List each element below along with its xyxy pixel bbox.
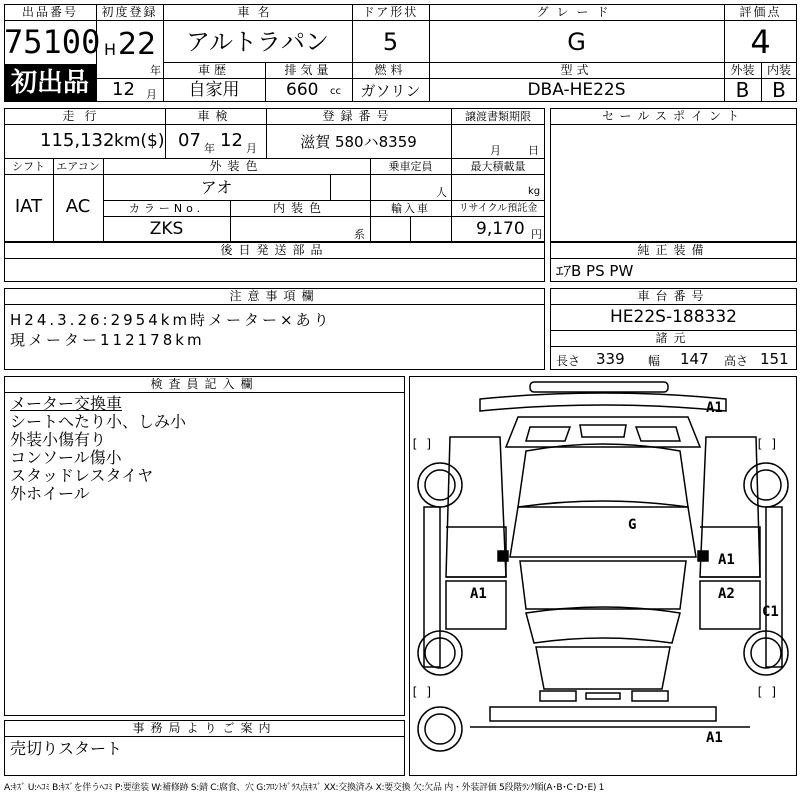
plate-label: 登録番号 bbox=[322, 109, 395, 123]
inspector-notes bbox=[10, 395, 186, 503]
legend: A:ｷｽﾞ U:ﾍｺﾐ B:ｷｽﾞを伴うﾍｺﾐ P:要塗装 W:補修跡 S:錆 C:腐食、穴 G:ﾌﾛﾝﾄｶﾞﾗｽ点ｷｽﾞ XX:交換済み X:要交換 欠:欠品 内・外装評価 5段階ﾗﾝｸ順(A･B･C･D･E) 1 bbox=[4, 783, 605, 793]
shift-type: IAT bbox=[14, 196, 43, 217]
car-diagram-box bbox=[409, 376, 797, 776]
inspection-month: 12 bbox=[220, 130, 243, 151]
exterior-color-label: 外装色 bbox=[209, 159, 264, 173]
interior-grade: B bbox=[772, 78, 786, 102]
inspection-label: 車検 bbox=[197, 109, 234, 123]
history-label: 車歴 bbox=[197, 63, 230, 77]
displacement: 660 bbox=[286, 80, 319, 100]
genuine-equipment: ｴｱB PS PW bbox=[556, 262, 634, 280]
detail-frame bbox=[4, 108, 545, 242]
height-value: 151 bbox=[760, 350, 789, 368]
first-listing-badge-text: 初出品 bbox=[10, 68, 89, 98]
inspector-note: 外ホイール bbox=[10, 484, 90, 503]
inspector-note: スタッドレスタイヤ bbox=[10, 466, 154, 485]
first-registration-label: 初度登録 bbox=[101, 5, 158, 19]
length-value: 339 bbox=[596, 350, 625, 368]
mileage-unit: km($) bbox=[114, 131, 165, 151]
inspection-year: 07 bbox=[178, 130, 201, 151]
displacement-unit: cc bbox=[330, 86, 341, 97]
era-letter: H bbox=[104, 40, 117, 59]
aircon-label: エアコン bbox=[56, 160, 100, 173]
month-unit: 月 bbox=[146, 88, 157, 101]
inspector-label: 検査員記入欄 bbox=[150, 377, 259, 391]
max-load-label: 最大積載量 bbox=[470, 160, 526, 173]
displacement-label: 排気量 bbox=[284, 63, 333, 77]
damage-mark: A1 bbox=[718, 552, 735, 568]
interior-color-unit: 系 bbox=[354, 228, 365, 241]
lot-number: 75100 bbox=[4, 23, 101, 61]
notes-label: 注意事項欄 bbox=[229, 289, 320, 303]
exterior-color: アオ bbox=[200, 178, 233, 197]
year-unit: 年 bbox=[150, 64, 161, 77]
car-name-label: 車名 bbox=[237, 5, 278, 19]
lot-number-label: 出品番号 bbox=[21, 5, 78, 19]
registration-year: 22 bbox=[118, 27, 157, 62]
inspector-note: コンソール傷小 bbox=[10, 448, 122, 467]
max-load-unit: kg bbox=[528, 186, 541, 197]
damage-mark: G bbox=[628, 517, 637, 533]
capacity-label: 乗車定員 bbox=[388, 160, 433, 173]
sales-point-box bbox=[550, 108, 797, 242]
import-label: 輸入車 bbox=[391, 202, 430, 215]
bracket-left-top: [ ] bbox=[411, 437, 433, 451]
inspection-month-unit: 月 bbox=[246, 142, 257, 155]
notes-line-1: H24.3.26:2954km時メーター×あり bbox=[10, 311, 332, 329]
model-code-label: 型式 bbox=[560, 63, 593, 77]
transfer-deadline-label: 譲渡書類期限 bbox=[465, 110, 531, 123]
color-number: ZKS bbox=[149, 219, 184, 239]
capacity-unit: 人 bbox=[436, 186, 447, 199]
damage-mark: C1 bbox=[762, 604, 779, 620]
width-value: 147 bbox=[680, 350, 709, 368]
interior-color-label: 内装色 bbox=[272, 201, 327, 215]
shift-label: シフト bbox=[12, 160, 45, 173]
bracket-left-bottom: [ ] bbox=[411, 685, 433, 699]
exterior-grade-label: 外装 bbox=[730, 63, 755, 77]
car-diagram bbox=[410, 377, 796, 775]
inspection-year-unit: 年 bbox=[204, 142, 215, 155]
model-code: DBA-HE22S bbox=[527, 80, 626, 100]
door-type-label: ドア形状 bbox=[362, 5, 419, 19]
grade-label: グレード bbox=[536, 5, 617, 19]
width-label: 幅 bbox=[648, 354, 661, 368]
transfer-month-unit: 月 bbox=[490, 144, 501, 157]
recycle-unit: 円 bbox=[531, 228, 542, 241]
damage-mark: A1 bbox=[470, 586, 487, 602]
plate-number: 滋賀 580ハ8359 bbox=[300, 133, 417, 151]
chassis-label: 車台番号 bbox=[637, 289, 710, 303]
recycle-fee-label: リサイクル預託金 bbox=[458, 203, 538, 214]
specs-label: 諸元 bbox=[655, 331, 692, 345]
score-label: 評価点 bbox=[739, 5, 782, 19]
registration-month: 12 bbox=[112, 79, 135, 100]
height-label: 高さ bbox=[724, 354, 749, 368]
grade: G bbox=[567, 28, 586, 56]
fuel-label: 燃料 bbox=[374, 63, 407, 77]
vehicle-history: 自家用 bbox=[188, 80, 240, 100]
genuine-equipment-label: 純正装備 bbox=[637, 243, 710, 257]
car-name: アルトラパン bbox=[185, 28, 330, 56]
damage-mark: A1 bbox=[706, 400, 723, 416]
transfer-day-unit: 日 bbox=[528, 144, 539, 157]
notes-line-2: 現メーター112178km bbox=[10, 331, 205, 349]
aircon-type: AC bbox=[65, 196, 91, 217]
inspector-note: 外装小傷有り bbox=[10, 430, 107, 449]
inspector-note: メーター交換車 bbox=[10, 394, 123, 413]
office-note: 売切りスタート bbox=[10, 739, 123, 758]
later-parts-label: 後日発送部品 bbox=[220, 243, 329, 257]
bracket-right-top: [ ] bbox=[756, 437, 778, 451]
inspector-note: シートへたり小、しみ小 bbox=[10, 412, 187, 431]
fuel-type: ガソリン bbox=[360, 82, 421, 100]
office-label: 事務局よりご案内 bbox=[132, 721, 277, 735]
mileage: 115,132 bbox=[40, 130, 115, 151]
recycle-fee: 9,170 bbox=[476, 219, 525, 239]
mileage-label: 走行 bbox=[62, 109, 107, 123]
exterior-grade: B bbox=[735, 78, 750, 102]
door-count: 5 bbox=[382, 28, 399, 56]
color-number-label: カラーNo. bbox=[128, 202, 205, 215]
chassis-number: HE22S-188332 bbox=[610, 307, 737, 327]
damage-mark: A2 bbox=[718, 586, 735, 602]
interior-grade-label: 内装 bbox=[766, 63, 791, 77]
damage-mark: A1 bbox=[706, 730, 723, 746]
sales-point-label: セールスポイント bbox=[602, 109, 745, 123]
length-label: 長さ bbox=[556, 354, 581, 368]
score: 4 bbox=[750, 23, 771, 61]
bracket-right-bottom: [ ] bbox=[756, 685, 778, 699]
